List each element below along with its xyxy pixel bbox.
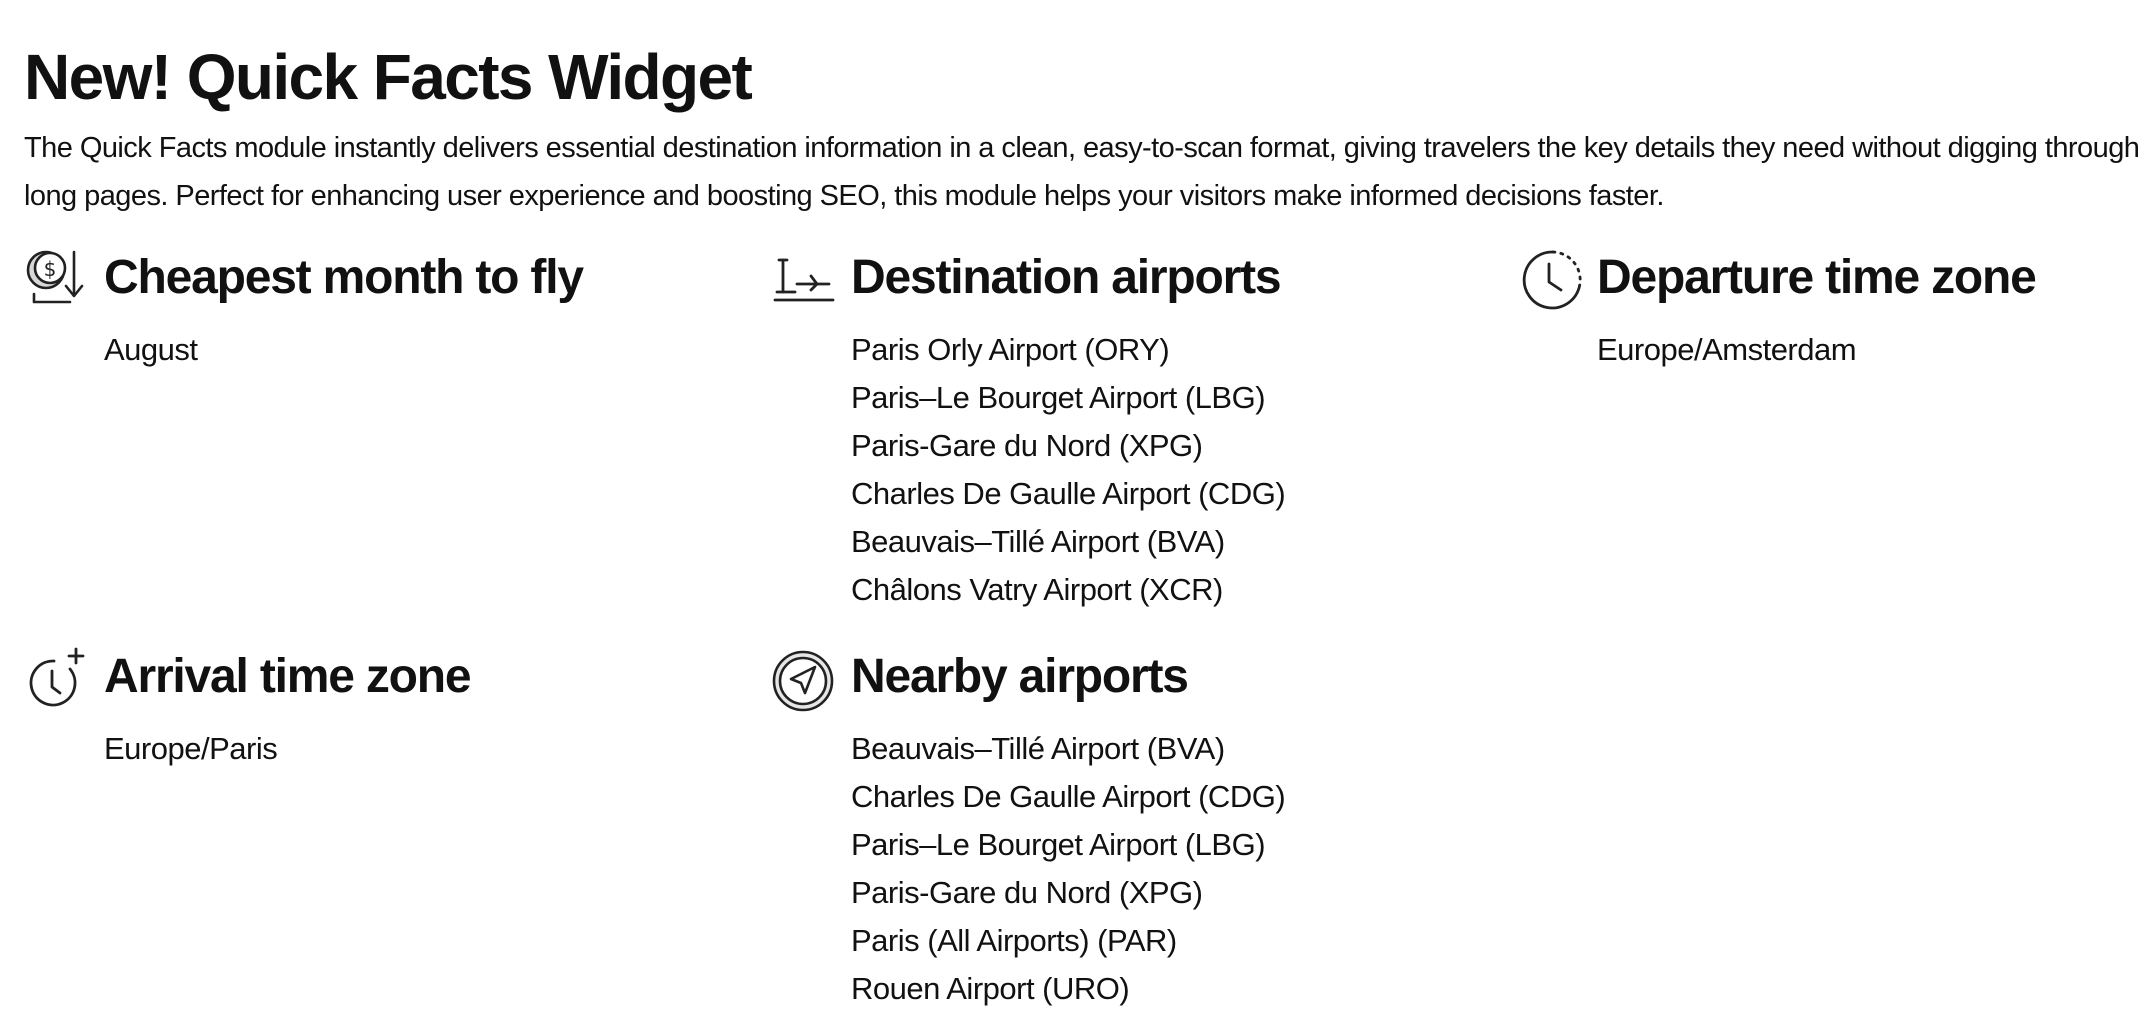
fact-value: August <box>104 332 198 367</box>
fact-value: Paris–Le Bourget Airport (LBG) <box>851 380 1266 415</box>
fact-value-list <box>851 326 1285 614</box>
fact-heading: Departure time zone <box>1597 251 2036 304</box>
page-title: New! Quick Facts Widget <box>24 41 752 113</box>
airplane-landing-icon <box>771 246 841 316</box>
clock-plus-icon <box>24 645 94 715</box>
fact-value-list <box>104 725 277 773</box>
fact-value-list <box>104 326 198 374</box>
fact-value-list <box>1597 326 1856 374</box>
fact-value: Châlons Vatry Airport (XCR) <box>851 572 1223 607</box>
fact-value: Charles De Gaulle Airport (CDG) <box>851 476 1286 511</box>
widget-description: The Quick Facts module instantly delivers essential destination information in a clean, easy-to-scan format, giving travelers the key details they need without digging through long pages. Perfect for enhancing user experience and boosting SEO, this module helps your visitors make informed decisions faster. <box>24 132 2140 212</box>
fact-value: Beauvais–Tillé Airport (BVA) <box>851 731 1225 766</box>
clock-icon <box>1517 246 1587 316</box>
fact-value: Paris (All Airports) (PAR) <box>851 923 1177 958</box>
fact-value: Paris–Le Bourget Airport (LBG) <box>851 827 1266 862</box>
dollar-down-icon <box>24 246 94 316</box>
fact-value: Paris-Gare du Nord (XPG) <box>851 428 1203 463</box>
compass-arrow-icon <box>771 645 841 715</box>
fact-value: Europe/Paris <box>104 731 278 766</box>
svg-text:$: $ <box>43 257 57 281</box>
fact-value: Beauvais–Tillé Airport (BVA) <box>851 524 1225 559</box>
fact-heading: Nearby airports <box>851 650 1188 703</box>
fact-value: Europe/Amsterdam <box>1597 332 1857 367</box>
fact-heading: Arrival time zone <box>104 650 471 703</box>
fact-heading: Destination airports <box>851 251 1281 304</box>
fact-value: Paris-Gare du Nord (XPG) <box>851 875 1203 910</box>
fact-value: Charles De Gaulle Airport (CDG) <box>851 779 1286 814</box>
fact-heading: Cheapest month to fly <box>104 251 583 304</box>
fact-value: Rouen Airport (URO) <box>851 971 1130 1006</box>
fact-value-list <box>851 725 1285 1013</box>
fact-value: Paris Orly Airport (ORY) <box>851 332 1170 367</box>
